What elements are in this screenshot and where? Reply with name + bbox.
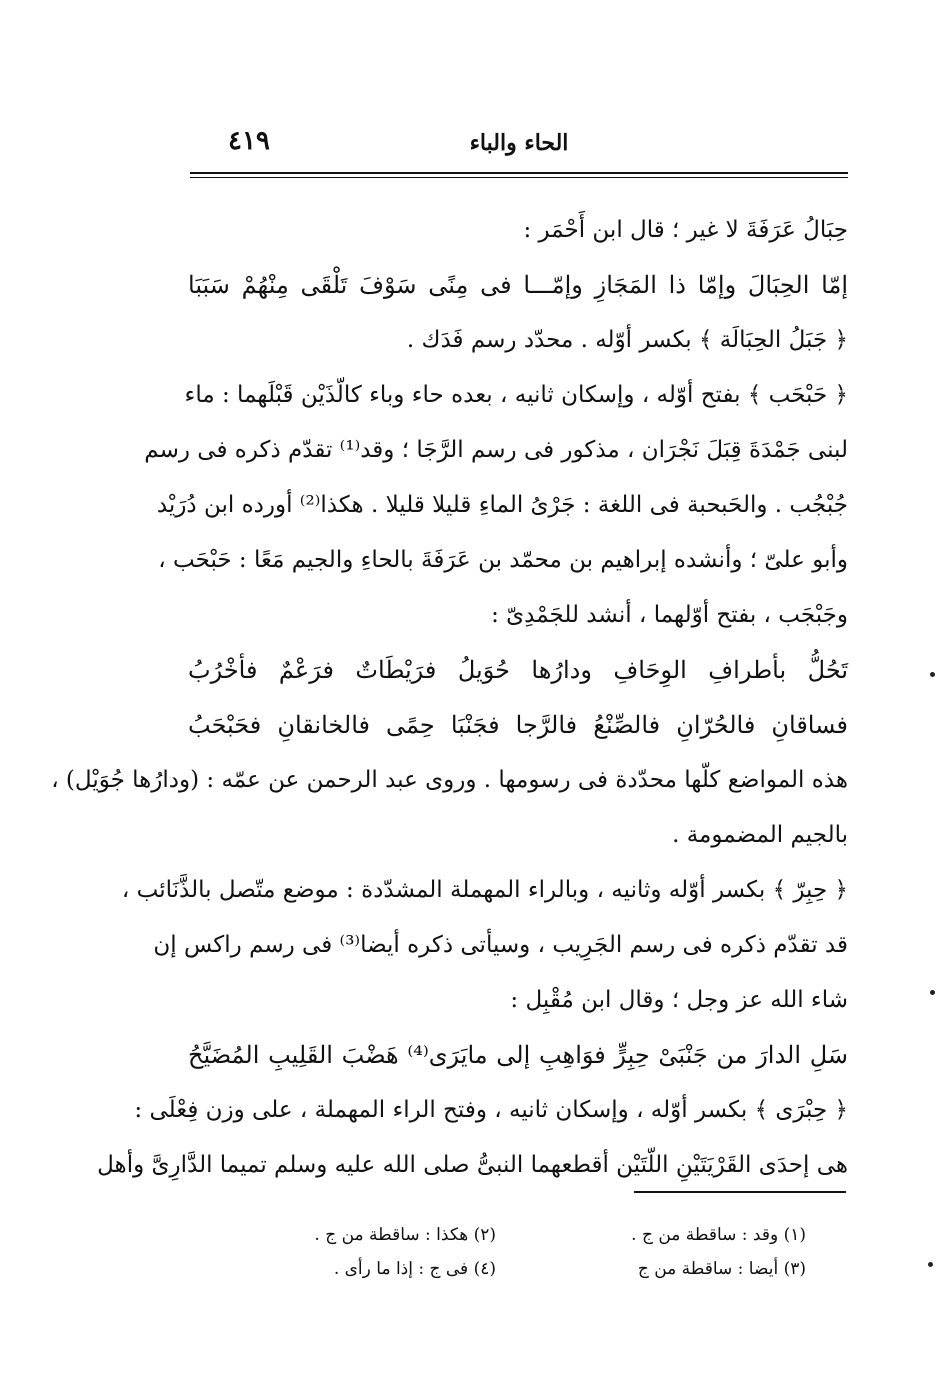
header-rule-thin: [190, 177, 848, 178]
footnote-row: [190, 1252, 846, 1286]
verse-line: إمّا الحِبَالَ وإمّا ذا المَجَازِ وإمّـــا فى مِنًى سَوْفَ تَلْقَى مِنْهُمْ سَبَبَا: [188, 271, 848, 299]
entry-line: ﴿ حَبْحَب ﴾ بفتح أوّله ، وإسكان ثانيه ، بعده حاء وباء كالّذَيْن قَبْلَهما : ماء: [184, 382, 848, 408]
footnote-row: [190, 1218, 846, 1252]
verse-line: تَحُلُّ بأطرافِ الوِحَافِ ودارُها حُوَيلُ فرَيْطَاتٌ فرَعْمٌ فأخْرُبُ: [188, 656, 848, 684]
verse-line: فساقانِ فالحُرّانِ فالصِّنْعُ فالرَّجا فجَنْبَا حِمًى فالخانقانِ فحَبْحَبُ: [188, 711, 848, 739]
margin-speck: [928, 1262, 933, 1267]
footnote-rule: [634, 1191, 846, 1193]
margin-speck: [930, 990, 935, 995]
text-line: لبنى جَمْدَةَ قِبَلَ نَجْرَان ، مذكور فى رسم الرَّجَا ؛ وقد⁽¹⁾ تقدّم ذكره فى رسم: [144, 437, 848, 463]
entry-line: ﴿ حِبِرّ ﴾ بكسر أوّله وثانيه ، وبالراء المهملة المشدّدة : موضع متّصل بالذَّنَائب ،: [121, 877, 848, 903]
text-line: هذه المواضع كلّها محدّدة فى رسومها . وروى عبد الرحمن عن عمّه : (ودارُها جُوَيْل) ،: [51, 767, 848, 793]
header-rule: [190, 172, 848, 174]
text-line: وأبو علىّ ؛ وأنشده إبراهيم بن محمّد بن عَرَفَةَ بالحاءِ والجيم مَعًا : حَبْحَب ،: [158, 547, 848, 573]
footnote-2: (٢) هكذا : ساقطة من ج .: [314, 1225, 496, 1245]
body-text: [51, 203, 848, 1193]
text-line: بالجيم المضمومة .: [672, 822, 848, 848]
margin-speck: [930, 672, 935, 677]
page-header: [190, 126, 848, 166]
footnote-4: (٤) فى ج : إذا ما رأى .: [333, 1259, 496, 1279]
text-line: قد تقدّم ذكره فى رسم الجَرِيب ، وسيأتى ذكره أيضا⁽³⁾ فى رسم راكس إن: [153, 932, 848, 958]
footnote-3: (٣) أيضا : ساقطة من ج: [637, 1259, 806, 1279]
text-line: حِبَالُ عَرَفَةَ لا غير ؛ قال ابن أَحْمَر :: [523, 217, 848, 243]
text-line: هى إحدَى القَرْيَتَيْنِ اللّتَيْن أقطعهما النبىُّ صلى الله عليه وسلم تميما الدَّارِىَّ وأهل: [97, 1152, 848, 1178]
footnotes: [190, 1218, 846, 1286]
footnote-1: (١) وقد : ساقطة من ج .: [631, 1225, 806, 1245]
text-line: شاء الله عز وجل ؛ وقال ابن مُقْبِل :: [510, 987, 848, 1013]
text-line: وجَبْجَب ، بفتح أوّلهما ، أنشد للجَمْدِىّ :: [491, 602, 848, 628]
text-line: جُبْجُب . والحَبحبة فى اللغة : جَرْىُ الماءِ قليلا قليلا . هكذا⁽²⁾ أورده ابن دُرَيْد: [156, 492, 848, 518]
entry-line: ﴿ حِبْرَى ﴾ بكسر أوّله ، وإسكان ثانيه ، وفتح الراء المهملة ، على وزن فِعْلَى :: [134, 1097, 848, 1123]
entry-line: ﴿ جَبَلُ الحِبَالَة ﴾ بكسر أوّله . محدّد رسم فَدَك .: [406, 327, 848, 353]
verse-line: سَلِ الدارَ من جَنْبَىْ حِبِرٍّ فوَاهِبِ إلى مايَرَى⁽⁴⁾ هَضْبَ القَلِيبِ المُضَيَّحُ: [188, 1041, 848, 1069]
running-title: الحاء والباء: [469, 130, 569, 156]
page-number: ٤١٩: [228, 126, 270, 156]
